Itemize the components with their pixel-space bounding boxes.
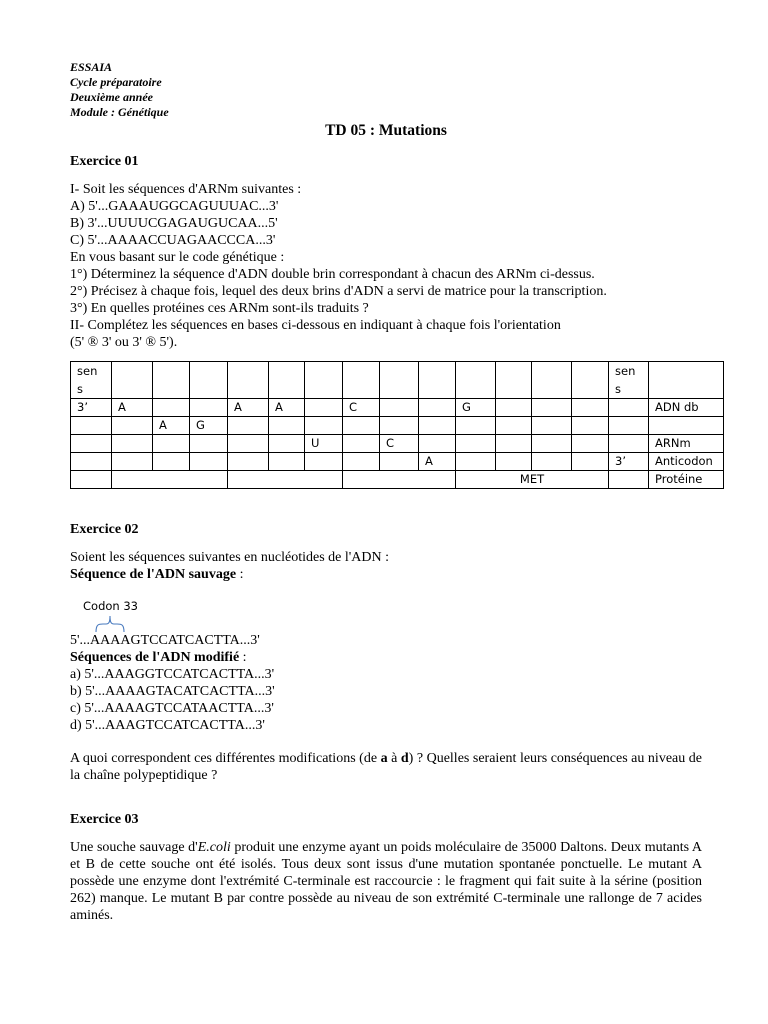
codon-brace-icon bbox=[95, 613, 125, 633]
year-label: Deuxième année bbox=[70, 90, 153, 104]
document-page bbox=[70, 60, 702, 351]
table-cell bbox=[228, 417, 269, 435]
table-cell bbox=[190, 453, 228, 471]
table-row bbox=[71, 453, 724, 471]
row-label-adn: ADN db bbox=[649, 399, 724, 417]
table-cell bbox=[419, 435, 456, 453]
ex1-line: 1°) Déterminez la séquence d'ADN double brin correspondant à chacun des ARNm ci-dessus. bbox=[70, 267, 595, 282]
table-cell bbox=[496, 453, 532, 471]
table-cell bbox=[112, 453, 153, 471]
ex1-line: 3°) En quelles protéines ces ARNm sont-ils traduits ? bbox=[70, 301, 369, 316]
table-cell bbox=[112, 435, 153, 453]
codon-cell bbox=[343, 471, 456, 489]
exercise-3-title: Exercice 03 bbox=[70, 812, 139, 827]
table-cell bbox=[269, 435, 305, 453]
table-cell bbox=[112, 417, 153, 435]
table-cell bbox=[71, 417, 112, 435]
school-name: ESSAIA bbox=[70, 60, 113, 74]
table-cell bbox=[190, 399, 228, 417]
table-cell: G bbox=[190, 417, 228, 435]
table-cell bbox=[649, 417, 724, 435]
table-cell: 3’ bbox=[609, 453, 649, 471]
table-cell: U bbox=[305, 435, 343, 453]
table-cell bbox=[609, 471, 649, 489]
codon-cell-met: MET bbox=[456, 471, 609, 489]
row-label-anticodon: Anticodon bbox=[649, 453, 724, 471]
table-cell bbox=[419, 399, 456, 417]
table-cell bbox=[609, 417, 649, 435]
table-cell bbox=[532, 435, 572, 453]
table-cell bbox=[609, 435, 649, 453]
table-cell bbox=[269, 453, 305, 471]
exercise-1-body bbox=[70, 181, 702, 351]
codon-33-label: Codon 33 bbox=[83, 599, 138, 613]
modified-heading: Séquences de l'ADN modifié : bbox=[70, 650, 247, 665]
table-cell bbox=[572, 453, 609, 471]
table-cell bbox=[572, 435, 609, 453]
row-label-proteine: Protéine bbox=[649, 471, 724, 489]
table-cell bbox=[71, 435, 112, 453]
table-cell: A bbox=[112, 399, 153, 417]
codon-cell bbox=[112, 471, 228, 489]
table-cell: A bbox=[419, 453, 456, 471]
sequence-table bbox=[70, 361, 724, 489]
table-cell bbox=[343, 453, 380, 471]
table-cell bbox=[572, 399, 609, 417]
ex1-line: C) 5'...AAAACCUAGAACCCA...3' bbox=[70, 233, 276, 248]
table-row bbox=[71, 471, 724, 489]
exercise-2-intro bbox=[70, 549, 702, 583]
table-cell bbox=[419, 417, 456, 435]
ex2-intro-line: Soient les séquences suivantes en nucléotides de l'ADN : bbox=[70, 550, 390, 565]
module-label: Module : Génétique bbox=[70, 105, 169, 119]
row-label-arnm: ARNm bbox=[649, 435, 724, 453]
modified-sequence: a) 5'...AAAGGTCCATCACTTA...3' bbox=[70, 667, 275, 682]
table-cell: A bbox=[228, 399, 269, 417]
table-cell bbox=[305, 399, 343, 417]
table-row bbox=[71, 362, 724, 399]
exercise-2-title: Exercice 02 bbox=[70, 522, 139, 537]
ex1-line: (5' ® 3' ou 3' ® 5'). bbox=[70, 335, 178, 350]
table-cell bbox=[532, 417, 572, 435]
table-cell-sens: sen s bbox=[609, 362, 649, 399]
table-cell: 3’ bbox=[71, 399, 112, 417]
ex1-line: A) 5'...GAAAUGGCAGUUUAC...3' bbox=[70, 199, 279, 214]
table-row bbox=[71, 435, 724, 453]
table-cell bbox=[380, 453, 419, 471]
table-cell bbox=[609, 399, 649, 417]
table-cell bbox=[456, 417, 496, 435]
ex1-line: B) 3'...UUUUCGAGAUGUCAA...5' bbox=[70, 216, 278, 231]
table-cell: C bbox=[343, 399, 380, 417]
ex1-line: II- Complétez les séquences en bases ci-dessous en indiquant à chaque fois l'orientation bbox=[70, 318, 561, 333]
table-cell bbox=[305, 417, 343, 435]
table-cell bbox=[380, 417, 419, 435]
table-cell bbox=[71, 471, 112, 489]
modified-sequence: d) 5'...AAAGTCCATCACTTA...3' bbox=[70, 718, 265, 733]
wild-type-sequence: 5'...AAAAGTCCATCACTTA...3' bbox=[70, 633, 260, 648]
table-cell bbox=[153, 435, 190, 453]
table-cell: C bbox=[380, 435, 419, 453]
table-cell bbox=[343, 417, 380, 435]
exercise-2-sequences bbox=[70, 632, 702, 734]
ex1-line: I- Soit les séquences d'ARNm suivantes : bbox=[70, 182, 302, 197]
exercise-3-text: Une souche sauvage d'E.coli produit une enzyme ayant un poids moléculaire de 35000 Daltons. Deux mutants A et B de cette souche ont été isolés. Tous deux sont issus d'une mutation spontanée ponctuelle. Le mutant A possède une enzyme dont l'extrémité C-terminale est raccourcie : le fragment qui fait suite à la sérine (position 262) manque. Le mutant B par contre possède au niveau de son extrémité C-terminale une rallonge de 7 acides aminés. bbox=[70, 840, 702, 923]
table-cell: G bbox=[456, 399, 496, 417]
table-cell bbox=[456, 435, 496, 453]
wild-type-heading: Séquence de l'ADN sauvage : bbox=[70, 567, 244, 582]
table-cell bbox=[496, 435, 532, 453]
modified-sequence: c) 5'...AAAAGTCCATAACTTA...3' bbox=[70, 701, 274, 716]
table-cell bbox=[343, 435, 380, 453]
exercise-2-question: A quoi correspondent ces différentes modifications (de a à d) ? Quelles seraient leurs conséquences au niveau de la chaîne polypeptidique ? bbox=[70, 751, 702, 783]
table-row bbox=[71, 417, 724, 435]
table-row bbox=[71, 399, 724, 417]
codon-cell bbox=[228, 471, 343, 489]
ex1-line: En vous basant sur le code génétique : bbox=[70, 250, 285, 265]
table-cell bbox=[496, 417, 532, 435]
table-cell bbox=[269, 417, 305, 435]
table-cell bbox=[572, 417, 609, 435]
table-cell bbox=[532, 453, 572, 471]
table-cell: A bbox=[269, 399, 305, 417]
table-cell bbox=[305, 453, 343, 471]
cycle-label: Cycle préparatoire bbox=[70, 75, 162, 89]
table-cell bbox=[456, 453, 496, 471]
table-cell bbox=[153, 399, 190, 417]
table-cell: A bbox=[153, 417, 190, 435]
ex1-line: 2°) Précisez à chaque fois, lequel des deux brins d'ADN a servi de matrice pour la transcription. bbox=[70, 284, 607, 299]
table-cell bbox=[190, 435, 228, 453]
table-cell bbox=[380, 399, 419, 417]
exercise-1-title: Exercice 01 bbox=[70, 154, 139, 169]
table-cell bbox=[153, 453, 190, 471]
table-cell bbox=[71, 453, 112, 471]
table-cell-sens: sen s bbox=[71, 362, 112, 399]
table-cell bbox=[228, 453, 269, 471]
table-cell bbox=[496, 399, 532, 417]
table-cell bbox=[532, 399, 572, 417]
page-title: TD 05 : Mutations bbox=[325, 122, 447, 139]
modified-sequence: b) 5'...AAAAGTACATCACTTA...3' bbox=[70, 684, 275, 699]
table-cell bbox=[228, 435, 269, 453]
